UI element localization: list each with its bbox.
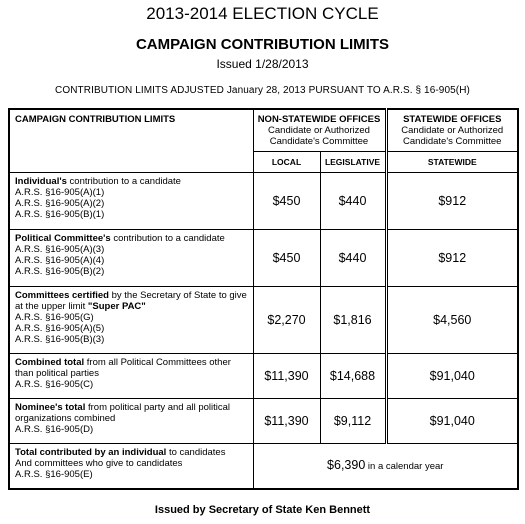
amount-legislative: $440 [320,230,386,287]
calendar-year-limit [253,444,518,490]
table-row [9,173,518,230]
table-row [9,354,518,399]
amount-legislative: $9,112 [320,399,386,444]
statewide-sub2: Candidate's Committee [403,136,502,147]
table-row [9,444,518,490]
column-legislative: LEGISLATIVE [320,152,386,173]
issued-date: Issued 1/28/2013 [216,57,309,71]
calendar-year-note: in a calendar year [365,461,444,472]
amount-legislative: $1,816 [320,287,386,354]
election-cycle-heading: 2013-2014 ELECTION CYCLE [146,4,379,23]
column-statewide: STATEWIDE [386,152,518,173]
amount-local: $450 [253,230,320,287]
page-title: CAMPAIGN CONTRIBUTION LIMITS [135,36,390,53]
calendar-year-amount: $6,390 [327,458,366,472]
row-label: Political Committee's contribution to a candidate A.R.S. §16-905(A)(3) A.R.S. §16-905(A)(4) A.R.S. §16-905(B)(2) [9,230,253,287]
amount-statewide: $4,560 [386,287,518,354]
issued-by-footer: Issued by Secretary of State Ken Bennett [154,504,371,516]
statewide-header [386,109,518,152]
non-statewide-sub1: Candidate or Authorized [268,125,370,136]
amount-statewide: $91,040 [386,399,518,444]
row-label: Total contributed by an individual to candidates And committees who give to candidates A.R.S. §16-905(E) [9,444,253,490]
statewide-sub1: Candidate or Authorized [401,125,504,136]
statewide-title: STATEWIDE OFFICES [403,114,502,125]
amount-statewide: $912 [386,230,518,287]
contribution-limits-table [8,108,519,490]
row-label: Nominee's total from political party and all political organizations combined A.R.S. §16-905(D) [9,399,253,444]
amount-local: $450 [253,173,320,230]
amount-legislative: $440 [320,173,386,230]
amount-statewide: $91,040 [386,354,518,399]
table-row [9,287,518,354]
adjustment-notice: CONTRIBUTION LIMITS ADJUSTED January 28, 2013 PURSUANT TO A.R.S. § 16-905(H) [55,85,470,96]
table-corner-label: CAMPAIGN CONTRIBUTION LIMITS [9,109,253,173]
amount-legislative: $14,688 [320,354,386,399]
row-label: Individual's contribution to a candidate A.R.S. §16-905(A)(1) A.R.S. §16-905(A)(2) A.R.S. §16-905(B)(1) [9,173,253,230]
table-header-row [9,109,518,152]
table-row [9,399,518,444]
column-local: LOCAL [253,152,320,173]
non-statewide-title: NON-STATEWIDE OFFICES [257,114,381,125]
amount-statewide: $912 [386,173,518,230]
row-label: Committees certified by the Secretary of State to give at the upper limit "Super PAC" A.R.S. §16-905(G) A.R.S. §16-905(A)(5) A.R.S. §16-905(B)(3) [9,287,253,354]
table-row [9,230,518,287]
non-statewide-header [253,109,386,152]
amount-local: $2,270 [253,287,320,354]
row-label: Combined total from all Political Committees other than political parties A.R.S. §16-905(C) [9,354,253,399]
amount-local: $11,390 [253,354,320,399]
non-statewide-sub2: Candidate's Committee [269,136,369,147]
amount-local: $11,390 [253,399,320,444]
